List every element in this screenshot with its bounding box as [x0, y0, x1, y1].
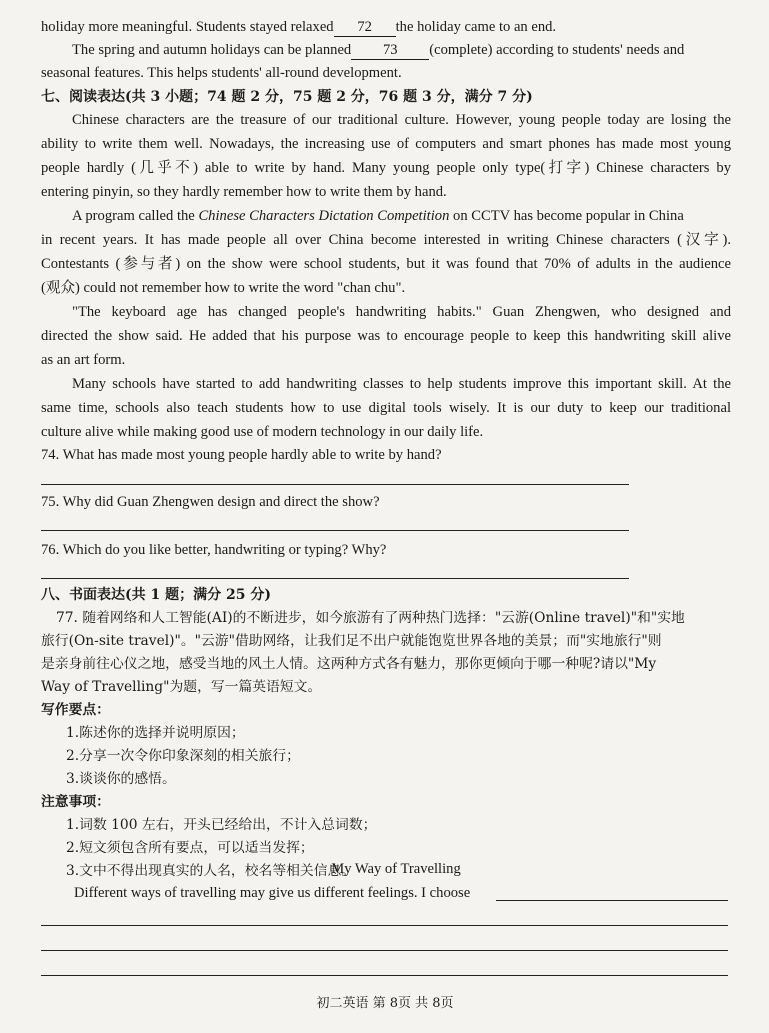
reading-line: in recent years. It has made people all over China become interested in writing Chinese characters (汉字). — [41, 232, 731, 248]
reading-line: entering pinyin, so they hardly remember how to write them by hand. — [41, 184, 447, 200]
writing-point: 3.谈谈你的感悟。 — [66, 771, 176, 787]
question-75: 75. Why did Guan Zhengwen design and direct the show? — [41, 494, 380, 510]
answer-line-75[interactable] — [41, 530, 629, 531]
essay-answer-line[interactable] — [41, 950, 728, 951]
reading-line: as an art form. — [41, 352, 126, 368]
essay-answer-line[interactable] — [496, 900, 728, 901]
reading-text: A program called the — [72, 208, 195, 224]
reading-line: (观众) could not remember how to write the word "chan chu". — [41, 280, 406, 296]
reading-line: Many schools have started to add handwriting classes to help students improve this important skill. At the — [72, 376, 731, 392]
reading-line: people hardly (几乎不) able to write by hand. Many young people only type(打字) Chinese characters by — [41, 160, 731, 176]
writing-prompt-line: 77. 随着网络和人工智能(AI)的不断进步，如今旅游有了两种热门选择："云游(Online travel)"和"实地 — [56, 610, 685, 626]
essay-answer-line[interactable] — [41, 975, 728, 976]
passage-text: (complete) according to students' needs and — [429, 42, 685, 58]
essay-opening: Different ways of travelling may give us different feelings. I choose — [74, 885, 471, 901]
passage-line — [41, 16, 731, 39]
essay-title: My Way of Travelling — [331, 861, 461, 877]
reading-line: "The keyboard age has changed people's handwriting habits." Guan Zhengwen, who designed and — [72, 304, 731, 320]
reading-text: on CCTV has become popular in China — [453, 208, 684, 224]
blank-72: 72 — [334, 18, 396, 37]
reading-line: Contestants (参与者) on the show were school students, but it was found that 70% of adults in the audience — [41, 256, 731, 272]
section-7-heading: 七、阅读表达(共 3 小题；74 题 2 分，75 题 2 分，76 题 3 分，满分 7 分) — [41, 89, 533, 105]
question-74: 74. What has made most young people hardly able to write by hand? — [41, 447, 442, 463]
writing-prompt-line: Way of Travelling"为题，写一篇英语短文。 — [41, 679, 322, 695]
note-item: 2.短文须包含所有要点，可以适当发挥； — [66, 840, 314, 856]
blank-73: 73 — [351, 41, 429, 60]
program-name: Chinese Characters Dictation Competition — [198, 208, 450, 224]
reading-line: directed the show said. He added that his purpose was to encourage people to keep this handwriting skill alive — [41, 328, 731, 344]
writing-prompt-line: 是亲身前往心仪之地，感受当地的风土人情。这两种方式各有魅力，那你更倾向于哪一种呢?请以"My — [41, 656, 657, 672]
writing-prompt-line: 旅行(On-site travel)"。"云游"借助网络，让我们足不出户就能饱览世界各地的美景；而"实地旅行"则 — [41, 633, 662, 649]
reading-line: culture alive while making good use of modern technology in our daily life. — [41, 424, 484, 440]
answer-line-76[interactable] — [41, 578, 629, 579]
writing-points-title: 写作要点： — [41, 702, 110, 718]
passage-text: the holiday came to an end. — [395, 19, 557, 35]
writing-point: 2.分享一次令你印象深刻的相关旅行； — [66, 748, 300, 764]
question-76: 76. Which do you like better, handwriting or typing? Why? — [41, 542, 387, 558]
note-item: 3.文中不得出现真实的人名，校名等相关信息。 — [66, 863, 356, 879]
passage-text: The spring and autumn holidays can be planned — [72, 42, 352, 58]
passage-line — [72, 39, 731, 62]
reading-line: same time, schools also teach students how to use digital tools wisely. It is our duty to keep our traditional — [41, 400, 731, 416]
note-item: 1.词数 100 左右，开头已经给出，不计入总词数； — [66, 817, 377, 833]
answer-line-74[interactable] — [41, 484, 629, 485]
section-8-heading: 八、书面表达(共 1 题；满分 25 分) — [41, 587, 271, 603]
essay-answer-line[interactable] — [41, 925, 728, 926]
writing-point: 1.陈述你的选择并说明原因； — [66, 725, 245, 741]
notes-title: 注意事项： — [41, 794, 110, 810]
reading-line: Chinese characters are the treasure of our traditional culture. However, young people today are losing the — [72, 112, 731, 128]
passage-line: seasonal features. This helps students' all-round development. — [41, 65, 402, 81]
reading-line — [72, 205, 731, 228]
page-footer: 初二英语 第 8页 共 8页 — [316, 996, 454, 1011]
passage-text: holiday more meaningful. Students stayed relaxed — [41, 19, 334, 35]
reading-line: ability to write them well. Nowadays, the increasing use of computers and smart phones has made most young — [41, 136, 731, 152]
